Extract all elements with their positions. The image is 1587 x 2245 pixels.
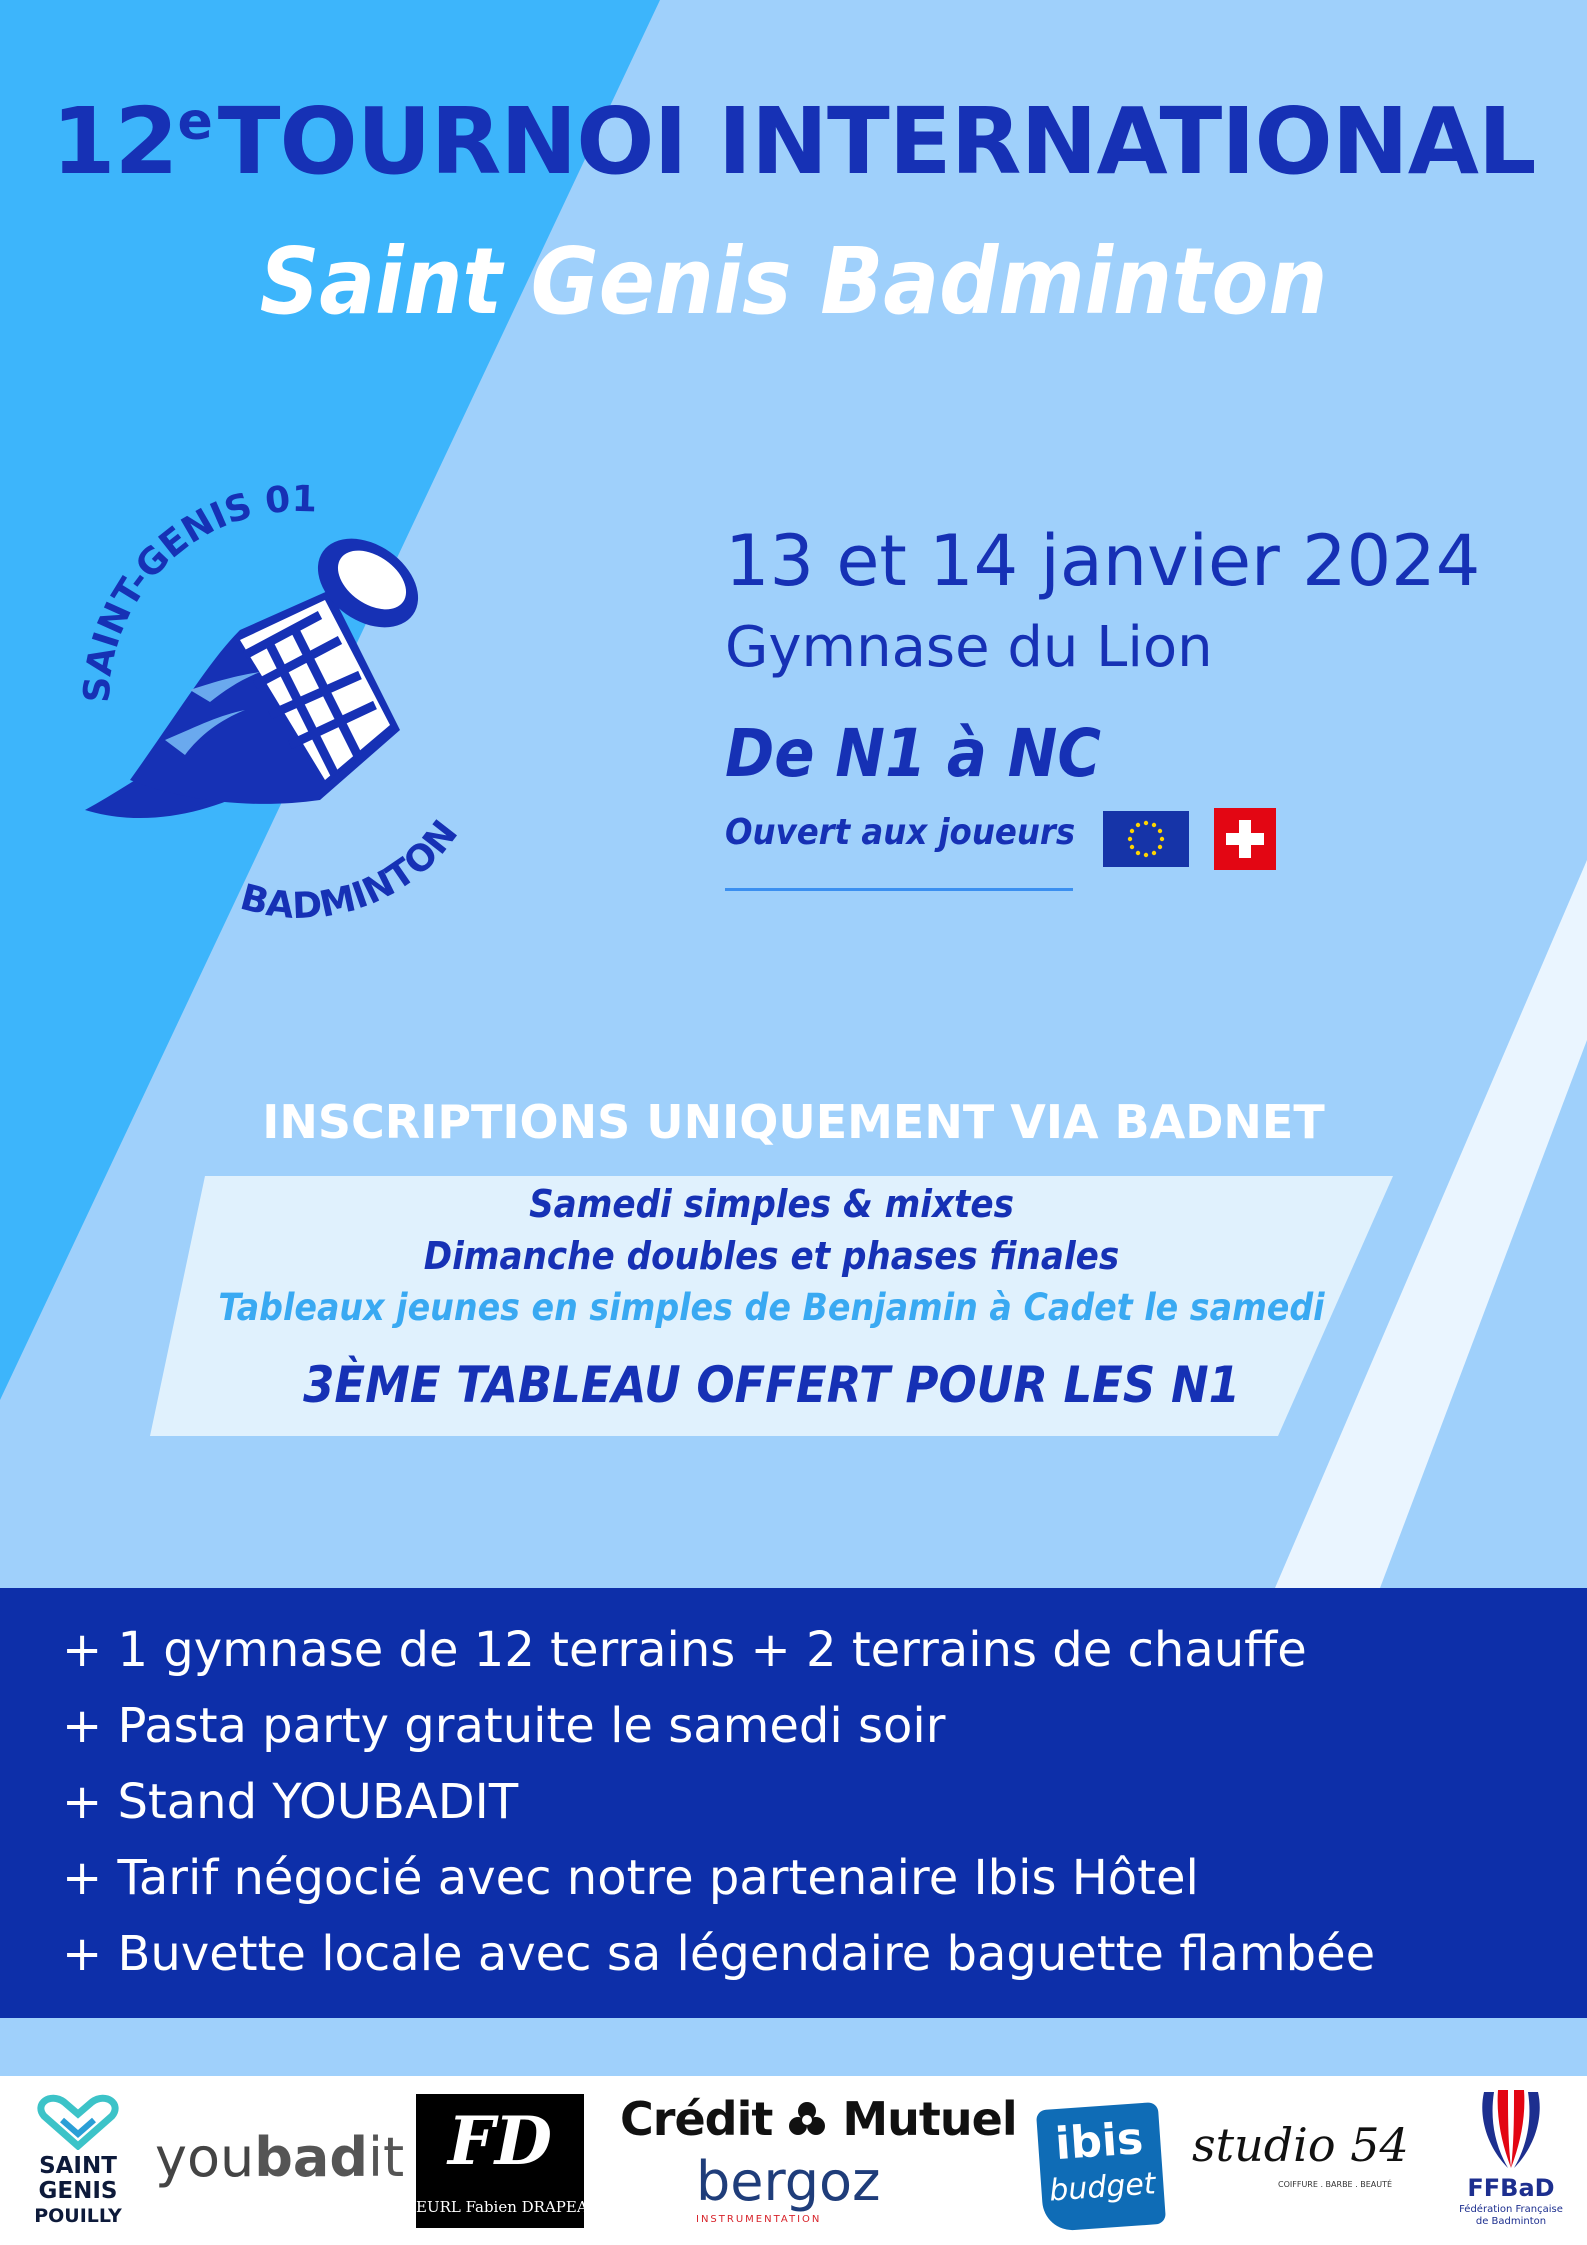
studio-caption: COIFFURE . BARBE . BEAUTÉ	[1278, 2180, 1393, 2189]
youbadit-you: you	[155, 2126, 255, 2189]
ffbad-feather-icon	[1478, 2088, 1544, 2172]
studio-text: studio 54	[1192, 2118, 1409, 2172]
youth-line: Tableaux jeunes en simples de Benjamin à Cadet le samedi	[218, 1286, 1325, 1329]
event-date: 13 et 14 janvier 2024	[725, 520, 1481, 602]
feature-item: + Pasta party gratuite le samedi soir	[62, 1698, 946, 1754]
feature-item: + Tarif négocié avec notre partenaire Ibis Hôtel	[62, 1850, 1199, 1906]
bergoz-caption: INSTRUMENTATION	[696, 2214, 822, 2225]
sunday-line: Dimanche doubles et phases finales	[423, 1234, 1120, 1278]
feature-item: + Buvette locale avec sa légendaire baguette flambée	[62, 1926, 1376, 1982]
club-subtitle: Saint Genis Badminton	[259, 228, 1328, 335]
open-to-label: Ouvert aux joueurs	[725, 812, 1076, 853]
sponsor-youbadit	[155, 2126, 404, 2189]
features-band	[0, 1588, 1587, 2018]
sponsor-drapeau	[416, 2094, 601, 2228]
event-venue: Gymnase du Lion	[725, 615, 1213, 680]
sponsor-text: POUILLY	[34, 2205, 122, 2227]
feature-item: + Stand YOUBADIT	[62, 1774, 519, 1830]
sponsor-saint-genis	[28, 2094, 128, 2234]
logo-top-text: SAINT-GENIS 01	[76, 480, 318, 704]
sponsor-ibis	[1036, 2102, 1166, 2232]
title-number: 12	[51, 88, 178, 195]
youbadit-it: it	[367, 2126, 405, 2189]
ffbad-caption: Fédération Française	[1459, 2204, 1563, 2215]
eu-flag-icon	[1103, 811, 1189, 867]
title-text: TOURNOI INTERNATIONAL	[217, 88, 1536, 195]
sponsor-text: SAINT	[39, 2153, 117, 2179]
sponsors-footer	[0, 2076, 1587, 2245]
logo-bottom-text: BADMINTON	[236, 813, 467, 928]
credit-text: Crédit	[620, 2092, 773, 2146]
sponsor-studio54	[1192, 2118, 1422, 2208]
mutuel-text: Mutuel	[842, 2092, 1017, 2146]
drapeau-monogram: FD	[447, 2102, 553, 2180]
tournament-title	[0, 88, 1587, 195]
event-level: De N1 à NC	[725, 715, 1101, 792]
feature-item: + 1 gymnase de 12 terrains + 2 terrains de chauffe	[62, 1622, 1307, 1678]
heart-icon	[36, 2094, 120, 2150]
drapeau-caption: EURL Fabien DRAPEAU	[416, 2198, 601, 2216]
swiss-flag-icon	[1214, 808, 1276, 870]
saturday-line: Samedi simples & mixtes	[529, 1182, 1014, 1226]
ffbad-caption: de Badminton	[1475, 2216, 1547, 2227]
budget-text: budget	[1048, 2166, 1157, 2209]
divider	[725, 888, 1073, 891]
ffbad-text: FFBaD	[1467, 2174, 1555, 2202]
offer-line: 3ÈME TABLEAU OFFERT POUR LES N1	[303, 1356, 1240, 1414]
registration-heading: INSCRIPTIONS UNIQUEMENT VIA BADNET	[262, 1095, 1325, 1149]
ibis-text: ibis	[1053, 2113, 1145, 2171]
title-superscript: e	[177, 92, 212, 152]
club-logo	[70, 480, 530, 940]
bergoz-text: bergoz	[696, 2150, 881, 2213]
youbadit-bad: bad	[254, 2126, 368, 2189]
credit-mutuel-icon	[787, 2099, 827, 2139]
svg-text:BADMINTON	[236, 813, 466, 927]
sponsor-ffbad	[1456, 2088, 1566, 2238]
sponsor-credit-mutuel	[620, 2092, 1017, 2232]
sponsor-text: GENIS	[38, 2178, 118, 2204]
